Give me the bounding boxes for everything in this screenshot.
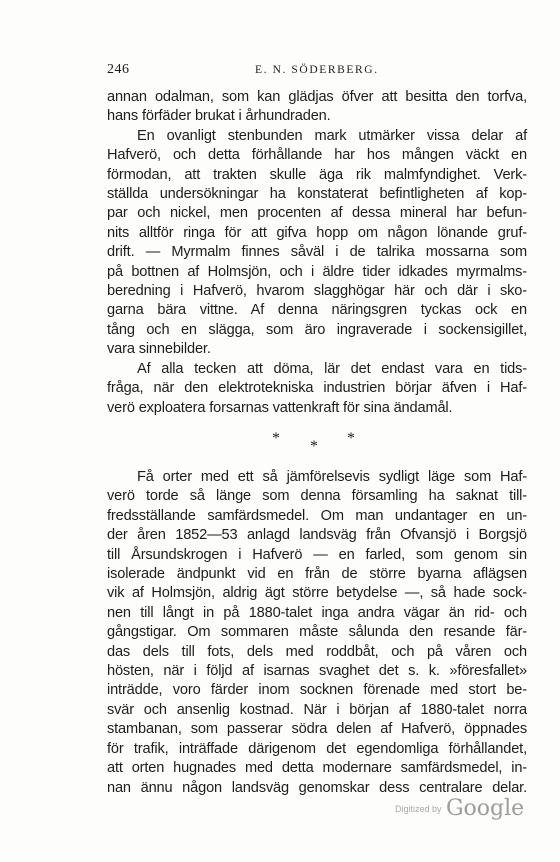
text-line: inträdde, voro färder inom socknen förenade med stort be- <box>107 682 527 699</box>
text-line: till Årsundskrogen i Hafverö — en farled, som genom sin <box>107 546 527 563</box>
text-line: på bottnen af Holmsjön, och i äldre tider idkades myrmalms- <box>107 263 527 280</box>
text-line: isolerade ändpunkt vid en från de större byarna aflägsen <box>107 566 527 583</box>
text-line: verö torde så länge som denna församling ha saknat till- <box>107 488 527 505</box>
text-line: der åren 1852—53 anlagd landsväg från Ofvansjö i Borgsjö <box>107 527 527 544</box>
section-divider <box>0 430 560 460</box>
paragraph-2 <box>107 127 527 360</box>
page-number: 246 <box>107 62 130 77</box>
text-line: verö exploatera forsarnas vattenkraft för sina ändamål. <box>107 399 453 416</box>
text-line: Få orter med ett så jämförelsevis sydligt läge som Haf- <box>137 469 527 485</box>
text-line: ställda undersökningar ha konstaterat befintligheten af kop- <box>107 186 527 203</box>
divider-star: * <box>347 430 355 447</box>
text-line: nen till långt in på 1880-talet inga andra vägar än rid- och <box>107 604 527 621</box>
text-line: beredning i Hafverö, hvarom slagghögar här och där i sko- <box>107 283 527 300</box>
text-line: hösten, när i följd af isarnas svaghet det s. k. »föresfallet» <box>107 663 527 680</box>
text-line: annan odalman, som kan glädjas öfver att besitta den torfva, <box>107 89 527 105</box>
text-line: das dels till fots, dels med roddbåt, och på våren och <box>107 643 527 660</box>
digitization-watermark <box>395 796 524 821</box>
text-line: svär och ansenlig kostnad. När i början af 1880-talet norra <box>107 701 527 718</box>
text-line: att orten hugnades med detta modernare samfärdsmedel, in- <box>107 760 527 777</box>
text-line: nan ännu någon landsväg genomskar dess centralare delar. <box>107 779 527 796</box>
divider-star: * <box>310 438 318 455</box>
section-2 <box>107 468 527 798</box>
page-header <box>107 62 527 80</box>
text-line: nits alltför ringa för att gifva hopp om någon lönande gruf- <box>107 224 527 241</box>
paragraph-4 <box>107 468 527 798</box>
text-line: hans förfäder brukat i århundraden. <box>107 108 331 125</box>
text-line: gångstigar. Om sommaren måste sålunda den resande fär- <box>107 624 527 641</box>
paragraph-1 <box>107 88 527 127</box>
watermark-brand: Google <box>445 796 525 821</box>
text-line: förmodan, att trakten skulle äga rik malmfyndighet. Verk- <box>107 166 527 183</box>
text-line: vik af Holmsjön, aldrig ägt större betydelse —, så hade sock- <box>107 585 527 602</box>
divider-star: * <box>272 430 280 447</box>
text-line: Af alla tecken att döma, lär det endast vara en tids- <box>137 360 527 377</box>
text-line: för trafik, inträffade därigenom det egendomliga förhållandet, <box>107 740 527 757</box>
text-line: fredsställande samfärdsmedel. Om man undantager en un- <box>107 507 527 524</box>
text-line: tång och en slägga, som äro ingraverade i sockensigillet, <box>107 321 527 338</box>
text-line: En ovanligt stenbunden mark utmärker vissa delar af <box>137 127 527 144</box>
paragraph-3 <box>107 360 527 418</box>
text-line: fråga, när den elektrotekniska industrien börjar äfven i Haf- <box>107 380 527 397</box>
text-line: drift. — Myrmalm finnes såväl i de talrika mossarna som <box>107 244 527 261</box>
text-line: Hafverö, och detta förhållande har hos mången väckt en <box>107 147 527 164</box>
text-line: stambanan, som passerar södra delen af Hafverö, öppnades <box>107 721 527 738</box>
running-head: E. N. SÖDERBERG. <box>255 64 379 76</box>
text-line: vara sinnebilder. <box>107 341 211 358</box>
text-line: par och nickel, men procenten af dessa mineral har befun- <box>107 205 527 222</box>
section-1 <box>107 88 527 418</box>
watermark-label: Digitized by <box>395 804 442 814</box>
text-line: garna bära vittne. Af denna näringsgren tyckas ock en <box>107 302 527 319</box>
